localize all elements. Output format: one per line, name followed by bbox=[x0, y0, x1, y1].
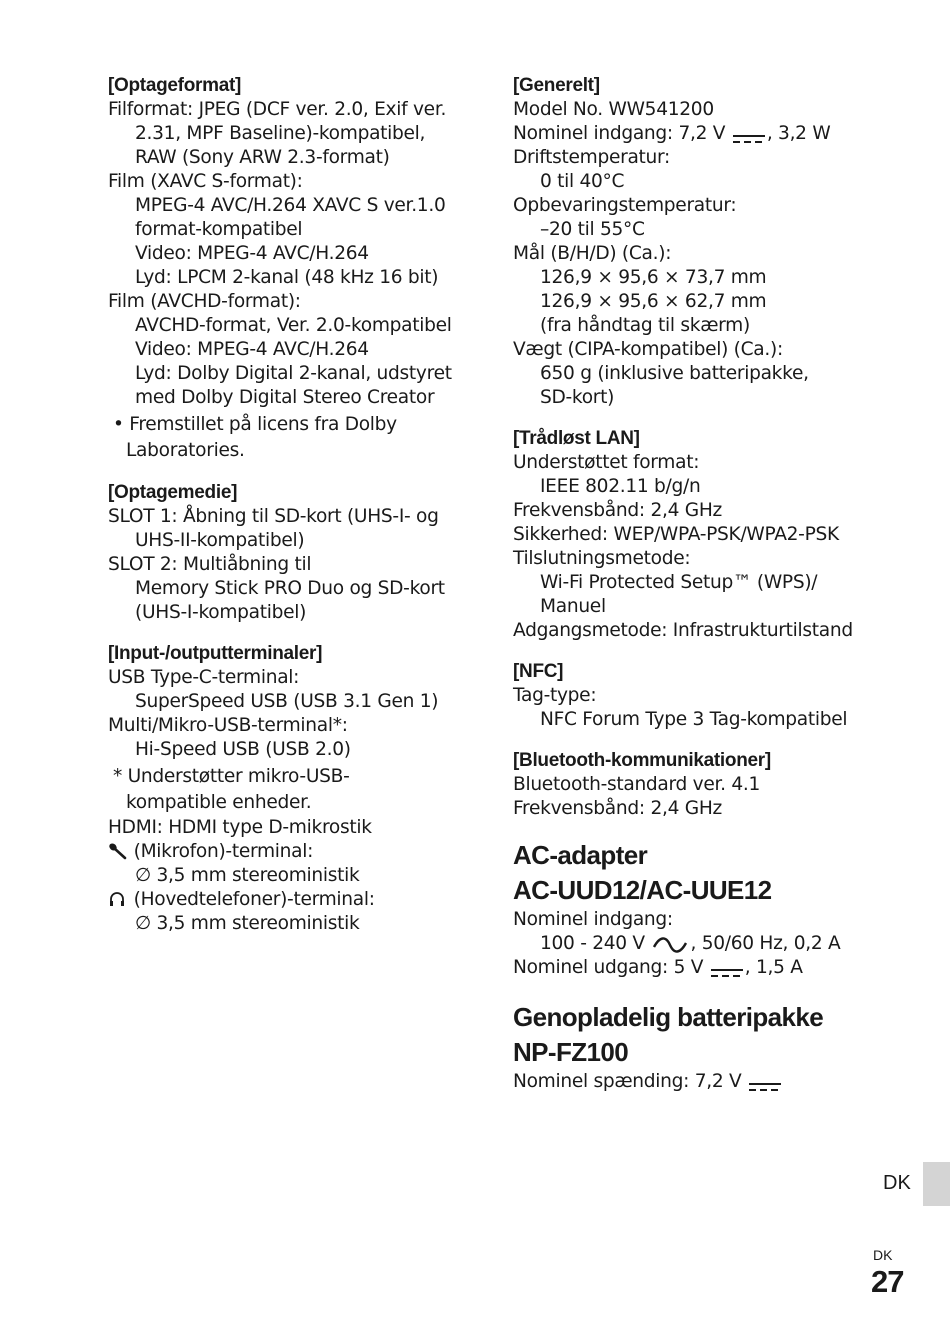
spec-line: 126,9 × 95,6 × 62,7 mm bbox=[540, 291, 767, 312]
spec-line bbox=[513, 1070, 913, 1094]
spec-text: 100 - 240 V bbox=[540, 933, 645, 954]
spec-line: 2.31, MPF Baseline)-kompatibel, bbox=[135, 123, 426, 144]
dc-symbol-icon bbox=[749, 1076, 781, 1088]
spec-line: Vægt (CIPA-kompatibel) (Ca.): bbox=[513, 339, 783, 360]
section-nfc bbox=[513, 660, 913, 732]
spec-text: , 1,5 A bbox=[744, 957, 803, 978]
spec-line: Tilslutningsmetode: bbox=[513, 548, 691, 569]
spec-line: Bluetooth-standard ver. 4.1 bbox=[513, 774, 761, 795]
spec-line: Frekvensbånd: 2,4 GHz bbox=[513, 798, 722, 819]
spec-line: MPEG-4 AVC/H.264 XAVC S ver.1.0 bbox=[135, 195, 446, 216]
section-optagemedie bbox=[108, 481, 478, 625]
section-title: [Optageformat] bbox=[108, 75, 242, 96]
spec-text: 3,5 mm stereoministik bbox=[156, 913, 360, 934]
spec-line: Filformat: JPEG (DCF ver. 2.0, Exif ver. bbox=[108, 99, 447, 120]
spec-text: 3,5 mm stereoministik bbox=[156, 865, 360, 886]
spec-line: Lyd: Dolby Digital 2-kanal, udstyret bbox=[135, 363, 452, 384]
right-column bbox=[513, 74, 913, 1114]
spec-line: Sikkerhed: WEP/WPA-PSK/WPA2-PSK bbox=[513, 524, 839, 545]
section-bluetooth bbox=[513, 749, 913, 821]
usb-note bbox=[108, 764, 478, 816]
spec-line bbox=[513, 122, 913, 146]
spec-line: Film (XAVC S-format): bbox=[108, 171, 303, 192]
spec-line: SuperSpeed USB (USB 3.1 Gen 1) bbox=[135, 691, 439, 712]
headphone-terminal-line bbox=[108, 888, 478, 912]
spec-text: , 3,2 W bbox=[766, 123, 831, 144]
spec-line: Video: MPEG-4 AVC/H.264 bbox=[135, 339, 369, 360]
spec-text: Nominel indgang: 7,2 V bbox=[513, 123, 726, 144]
spec-text: , 50/60 Hz, 0,2 A bbox=[690, 933, 841, 954]
section-battery bbox=[513, 1000, 913, 1094]
spec-line: (UHS-I-kompatibel) bbox=[135, 602, 307, 623]
note-line: * Understøtter mikro-USB- bbox=[113, 766, 350, 787]
spec-line: RAW (Sony ARW 2.3-format) bbox=[135, 147, 390, 168]
spec-line: SLOT 1: Åbning til SD-kort (UHS-I- og bbox=[108, 506, 439, 527]
spec-line: Hi-Speed USB (USB 2.0) bbox=[135, 739, 351, 760]
section-title: [Bluetooth-kommunikationer] bbox=[513, 750, 771, 771]
section-title: [Optagemedie] bbox=[108, 482, 238, 503]
spec-line: format-kompatibel bbox=[135, 219, 303, 240]
spec-line: AVCHD-format, Ver. 2.0-kompatibel bbox=[135, 315, 452, 336]
spec-line: Manuel bbox=[540, 596, 606, 617]
spec-text: (Mikrofon)-terminal: bbox=[128, 841, 314, 862]
spec-line: Model No. WW541200 bbox=[513, 99, 714, 120]
diameter-icon: ∅ bbox=[135, 865, 151, 886]
heading: AC-adapter bbox=[513, 840, 648, 870]
spec-line: Nominel indgang: bbox=[513, 909, 673, 930]
spec-line: (fra håndtag til skærm) bbox=[540, 315, 750, 336]
spec-line: UHS-II-kompatibel) bbox=[135, 530, 305, 551]
dolby-note bbox=[108, 412, 478, 464]
mic-terminal-line bbox=[108, 840, 478, 864]
spec-line bbox=[513, 956, 913, 980]
spec-line: Driftstemperatur: bbox=[513, 147, 671, 168]
section-title: [Trådløst LAN] bbox=[513, 428, 640, 449]
spec-line: NFC Forum Type 3 Tag-kompatibel bbox=[540, 709, 848, 730]
spec-line: Memory Stick PRO Duo og SD-kort bbox=[135, 578, 445, 599]
heading: NP-FZ100 bbox=[513, 1037, 629, 1067]
page-number: 27 bbox=[871, 1264, 904, 1299]
spec-line: Opbevaringstemperatur: bbox=[513, 195, 737, 216]
dc-symbol-icon bbox=[711, 962, 743, 974]
spec-line: Understøttet format: bbox=[513, 452, 700, 473]
spec-line: 0 til 40°C bbox=[540, 171, 625, 192]
spec-text: Nominel spænding: 7,2 V bbox=[513, 1071, 742, 1092]
spec-line: Lyd: LPCM 2-kanal (48 kHz 16 bit) bbox=[135, 267, 439, 288]
headphone-icon bbox=[108, 890, 128, 908]
spec-line: Wi-Fi Protected Setup™ (WPS)/ bbox=[540, 572, 818, 593]
section-title: [NFC] bbox=[513, 661, 564, 682]
spec-line: –20 til 55°C bbox=[540, 219, 645, 240]
spec-line: Frekvensbånd: 2,4 GHz bbox=[513, 500, 722, 521]
spec-line: Tag-type: bbox=[513, 685, 597, 706]
note-line: Laboratories. bbox=[126, 440, 245, 461]
spec-line: SLOT 2: Multiåbning til bbox=[108, 554, 312, 575]
language-tab-label: DK bbox=[883, 1172, 911, 1194]
spec-line bbox=[108, 864, 478, 888]
spec-line: HDMI: HDMI type D-mikrostik bbox=[108, 817, 372, 838]
section-ac-adapter bbox=[513, 838, 913, 980]
spec-text: (Hovedtelefoner)-terminal: bbox=[128, 889, 375, 910]
spec-line: 126,9 × 95,6 × 73,7 mm bbox=[540, 267, 767, 288]
spec-line bbox=[108, 912, 478, 936]
section-optageformat bbox=[108, 74, 478, 464]
heading: Genopladelig batteripakke bbox=[513, 1002, 824, 1032]
section-terminaler bbox=[108, 642, 478, 936]
spec-line bbox=[513, 932, 913, 956]
language-tab-marker bbox=[923, 1162, 950, 1206]
spec-line: Adgangsmetode: Infrastrukturtilstand bbox=[513, 620, 853, 641]
footer-language: DK bbox=[873, 1247, 893, 1263]
dc-symbol-icon bbox=[733, 128, 765, 140]
spec-line: 650 g (inklusive batteripakke, bbox=[540, 363, 809, 384]
spec-line: IEEE 802.11 b/g/n bbox=[540, 476, 701, 497]
spec-line: med Dolby Digital Stereo Creator bbox=[135, 387, 435, 408]
left-column bbox=[108, 74, 478, 953]
section-title: [Input-/outputterminaler] bbox=[108, 643, 323, 664]
heading: AC-UUD12/AC-UUE12 bbox=[513, 875, 772, 905]
section-wlan bbox=[513, 427, 913, 643]
diameter-icon: ∅ bbox=[135, 913, 151, 934]
note-line: kompatible enheder. bbox=[126, 792, 312, 813]
section-generelt bbox=[513, 74, 913, 410]
spec-text: Nominel udgang: 5 V bbox=[513, 957, 704, 978]
spec-line: SD-kort) bbox=[540, 387, 615, 408]
ac-symbol-icon bbox=[652, 936, 688, 952]
spec-line: USB Type-C-terminal: bbox=[108, 667, 300, 688]
spec-line: Film (AVCHD-format): bbox=[108, 291, 301, 312]
spec-line: Mål (B/H/D) (Ca.): bbox=[513, 243, 672, 264]
spec-line: Video: MPEG-4 AVC/H.264 bbox=[135, 243, 369, 264]
section-title: [Generelt] bbox=[513, 75, 600, 96]
note-line: • Fremstillet på licens fra Dolby bbox=[113, 414, 397, 435]
microphone-icon bbox=[108, 842, 128, 860]
spec-line: Multi/Mikro-USB-terminal*: bbox=[108, 715, 348, 736]
